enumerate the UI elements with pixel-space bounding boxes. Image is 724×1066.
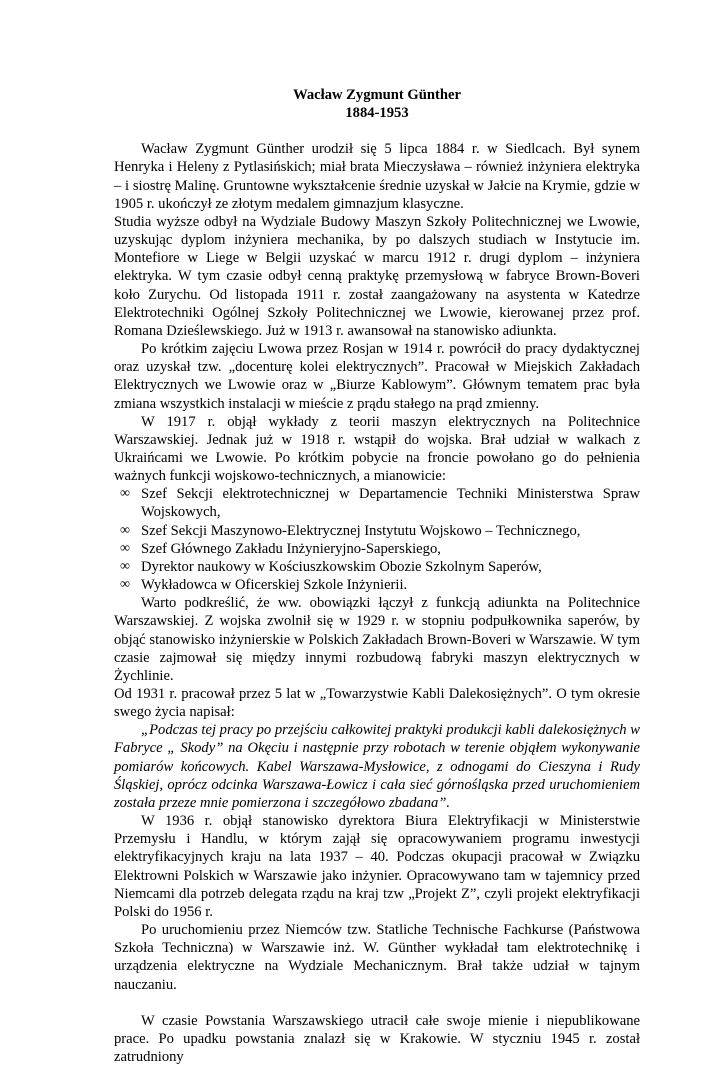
paragraph-gap [114, 994, 640, 1012]
duty-text: Szef Sekcji Maszynowo-Elektrycznej Instytutu Wojskowo – Technicznego, [141, 522, 581, 539]
paragraph-lwow: Po krótkim zajęciu Lwowa przez Rosjan w 1914 r. powrócił do pracy dydaktycznej oraz uzyskał tzw. „docenturę kolei elektrycznych”. Pracował w Miejskich Zakładach Elektrycznych we Lwowie oraz w „Biurze Kablowym”. Głównym tematem prac była zmiana wszystkich instalacji w mieście z prądu stałego na prąd zmienny. [114, 341, 640, 412]
paragraph-teaching: Po uruchomieniu przez Niemców tzw. Statliche Technische Fachkurse (Państwowa Szkoła Techniczna) w Warszawie inż. W. Günther wykładał tam elektrotechnikę i urządzenia elektryczne na Wydziale Mechanicznym. Brał także udział w tajnym nauczaniu. [114, 922, 640, 993]
page-title: Wacław Zygmunt Günther [293, 87, 461, 103]
duty-text: Dyrektor naukowy w Kościuszkowskim Obozie Szkolnym Saperów, [141, 558, 542, 575]
infinity-icon: ∞ [120, 558, 130, 574]
quote-block: „Podczas tej pracy po przejściu całkowitej praktyki produkcji kabli dalekosiężnych w Fabryce „ Skody” na Okęciu i następnie przy robotach w terenie objąłem wykonywanie pomiarów końcowych. Kabel Warszawa-Mysłowice, z odnogami do Cieszyna i Rudy Śląskiej, oprócz odcinka Warszawa-Łowicz i cała sieć górnośląska przed uruchomieniem została przeze mnie pomierzona i szczegółowo zbadana”. [114, 722, 640, 811]
document-page [114, 86, 640, 1066]
duty-text: Szef Sekcji elektrotechnicznej w Departamencie Techniki Ministerstwa Spraw Wojskowych, [141, 486, 640, 521]
list-item [114, 558, 640, 576]
life-years: 1884-1953 [345, 105, 409, 122]
paragraph-ministry: W 1936 r. objął stanowisko dyrektora Biura Elektryfikacji w Ministerstwie Przemysłu i Handlu, w którym zajął się opracowywaniem programu inwestycji elektryfikacyjnych kraju na lata 1937 – 40. Podczas okupacji pracował w Związku Elektrowni Polskich w Warszawie jako inżynier. Opracowywano tam w tajemnicy przed Niemcami dla potrzeb delegata rządu na kraj tzw „Projekt Z”, czyli projekt elektryfikacji Polski do 1956 r. [114, 813, 640, 920]
list-item [114, 522, 640, 540]
infinity-icon: ∞ [120, 540, 130, 556]
infinity-icon: ∞ [120, 486, 130, 502]
duty-text: Szef Głównego Zakładu Inżynieryjno-Saperskiego, [141, 540, 441, 557]
paragraph-cables: Od 1931 r. pracował przez 5 lat w „Towarzystwie Kabli Dalekosiężnych”. O tym okresie swego życia napisał: [114, 686, 640, 721]
infinity-icon: ∞ [120, 577, 130, 593]
paragraph-brown-boveri: Warto podkreślić, że ww. obowiązki łączył z funkcją adiunkta na Politechnice Warszawskiej. Z wojska zwolnił się w 1929 r. w stopniu podpułkownika saperów, by objąć stanowisko inżynierskie w Polskich Zakładach Brown-Boveri w Warszawie. W tym czasie zajmował się między innymi rozbudową fabryki maszyn elektrycznych w Żychlinie. [114, 595, 640, 684]
paragraph-military: W 1917 r. objął wykłady z teorii maszyn elektrycznych na Politechnice Warszawskiej. Jednak już w 1918 r. wstąpił do wojska. Brał udział w walkach z Ukraińcami we Lwowie. Po krótkim pobycie na froncie powołano go do pełnienia ważnych funkcji wojskowo-technicznych, a mianowicie: [114, 413, 640, 485]
paragraph-studies: Studia wyższe odbył na Wydziale Budowy Maszyn Szkoły Politechnicznej we Lwowie, uzyskując dyplom inżyniera mechanika, by po dalszych studiach w Instytucie im. Montefiore w Liege w Belgii uzyskać w marcu 1912 r. drugi dyplom – inżyniera elektryka. W tym czasie odbył cenną praktykę przemysłową w fabryce Brown-Boveri koło Zurychu. Od listopada 1911 r. został zaangażowany na asystenta w Katedrze Elektrotechniki Ogólnej Szkoły Politechnicznej we Lwowie, kierowanej przez prof. Romana Dzieślewskiego. Już w 1913 r. awansował na stanowisko adiunkta. [114, 213, 640, 339]
list-item [114, 540, 640, 558]
paragraph-uprising: W czasie Powstania Warszawskiego utracił całe swoje mienie i niepublikowane prace. Po upadku powstania znalazł się w Krakowie. W styczniu 1945 r. został zatrudniony [114, 1012, 640, 1065]
paragraph-birth: Wacław Zygmunt Günther urodził się 5 lipca 1884 r. w Siedlcach. Był synem Henryka i Heleny z Pytlasińskich; miał brata Mieczysława – również inżyniera elektryka – i siostrę Malinę. Gruntowne wykształcenie średnie uzyskał w Jałcie na Krymie, gdzie w 1905 r. ukończył ze złotym medalem gimnazjum klasyczne. [114, 141, 640, 212]
duty-text: Wykładowca w Oficerskiej Szkole Inżynierii. [141, 577, 408, 594]
list-item [114, 485, 640, 521]
list-item [114, 576, 640, 594]
infinity-icon: ∞ [120, 522, 130, 538]
duties-list [114, 485, 640, 594]
